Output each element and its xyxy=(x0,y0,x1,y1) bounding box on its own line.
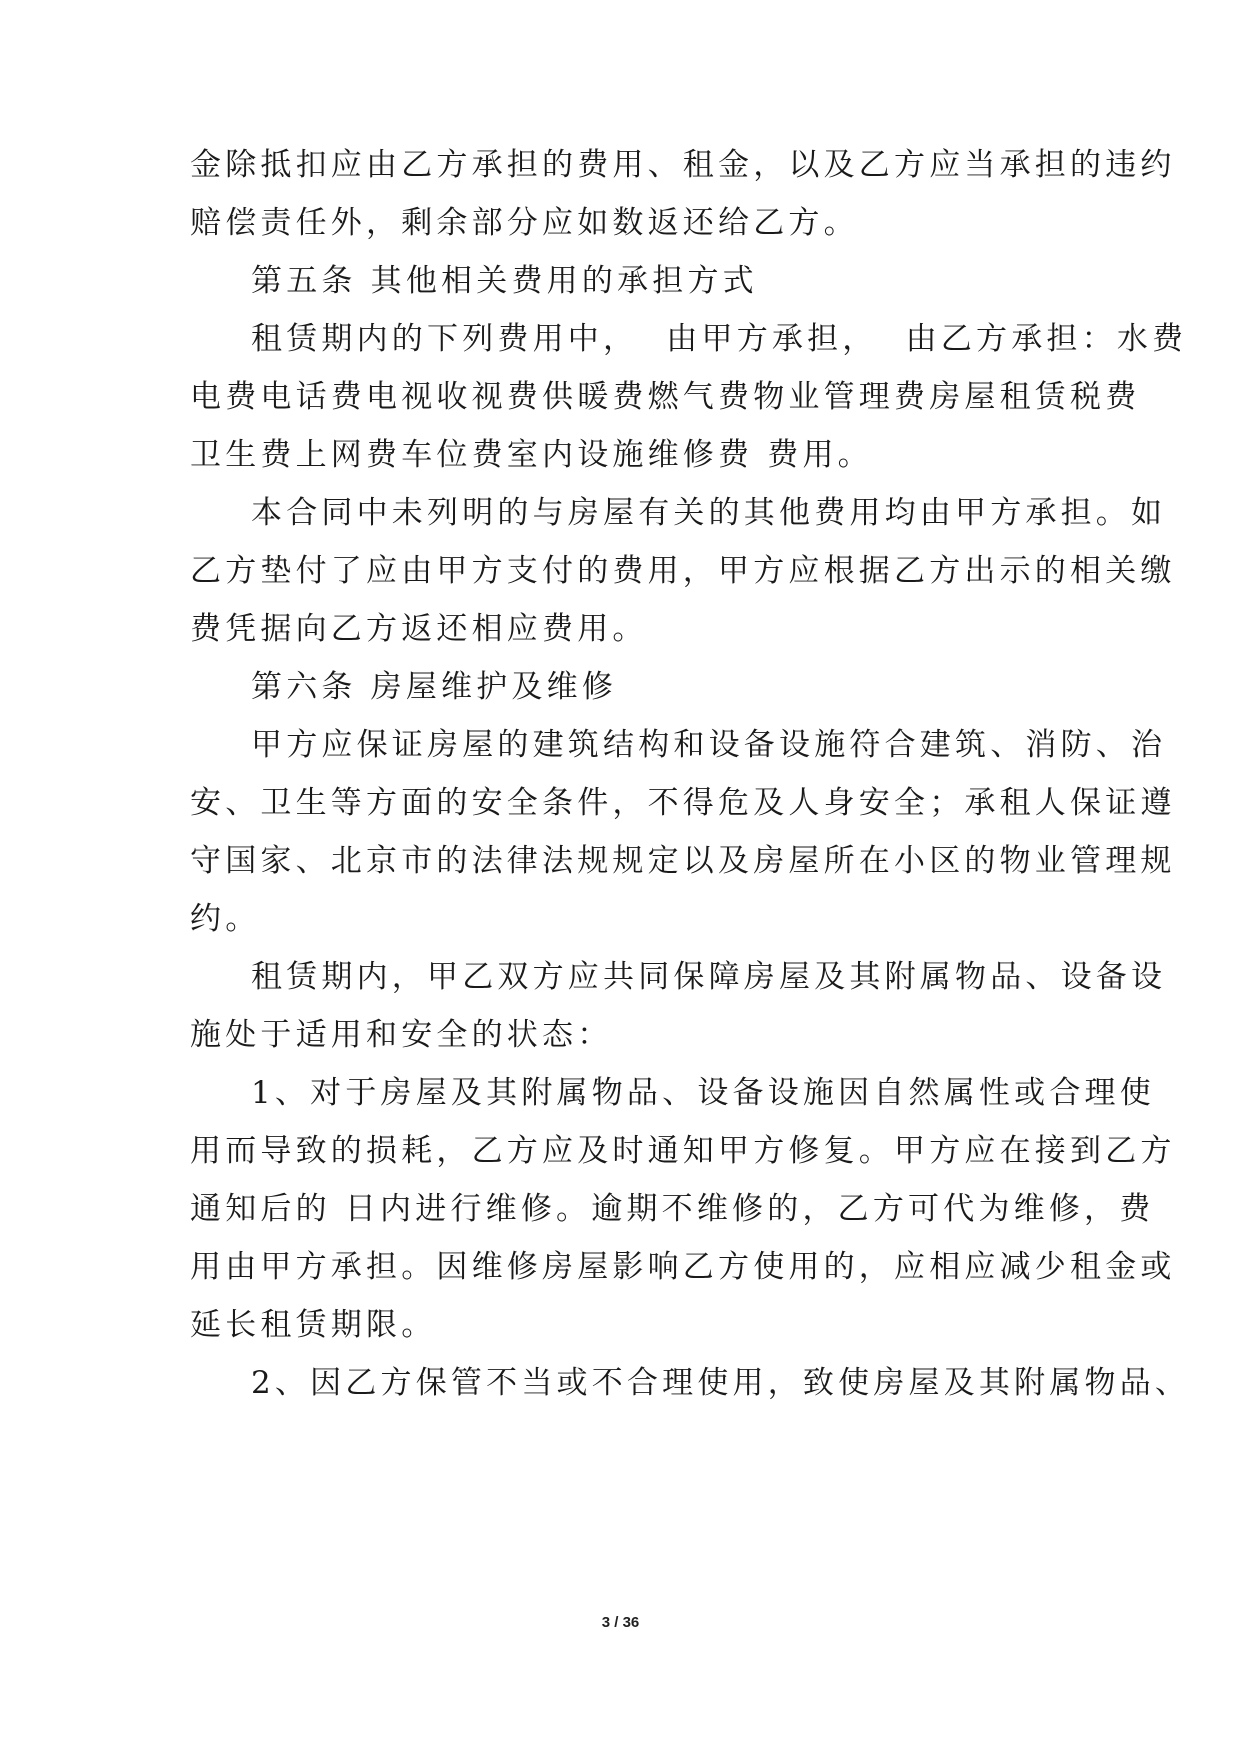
text-line: 用而导致的损耗，乙方应及时通知甲方修复。甲方应在接到乙方 xyxy=(190,1133,1176,1169)
text-line: 金除抵扣应由乙方承担的费用、租金，以及乙方应当承担的违约 xyxy=(190,147,1176,183)
text-line: 施处于适用和安全的状态： xyxy=(190,1017,613,1053)
section-heading: 第六条 房屋维护及维修 xyxy=(251,669,618,705)
text-line: 通知后的 日内进行维修。逾期不维修的，乙方可代为维修，费 xyxy=(190,1191,1155,1227)
text-line: 安、卫生等方面的安全条件，不得危及人身安全；承租人保证遵 xyxy=(190,785,1176,821)
page-number: 3 / 36 xyxy=(601,1614,640,1631)
text-line: 卫生费上网费车位费室内设施维修费 费用。 xyxy=(190,437,873,473)
text-line: 租赁期内的下列费用中， 由甲方承担， 由乙方承担：水费 xyxy=(251,321,1188,357)
text-line: 2、因乙方保管不当或不合理使用，致使房屋及其附属物品、 xyxy=(251,1365,1191,1401)
text-line: 用由甲方承担。因维修房屋影响乙方使用的，应相应减少租金或 xyxy=(190,1249,1176,1285)
text-line: 本合同中未列明的与房屋有关的其他费用均由甲方承担。如 xyxy=(251,495,1167,531)
text-line: 1、对于房屋及其附属物品、设备设施因自然属性或合理使 xyxy=(251,1075,1155,1111)
section-heading: 第五条 其他相关费用的承担方式 xyxy=(251,263,758,299)
text-line: 延长租赁期限。 xyxy=(190,1307,437,1343)
text-line: 甲方应保证房屋的建筑结构和设备设施符合建筑、消防、治 xyxy=(251,727,1167,763)
text-line: 乙方垫付了应由甲方支付的费用，甲方应根据乙方出示的相关缴 xyxy=(190,553,1176,589)
text-line: 约。 xyxy=(190,901,261,937)
text-line: 赔偿责任外，剩余部分应如数返还给乙方。 xyxy=(190,205,859,241)
text-line: 电费电话费电视收视费供暖费燃气费物业管理费房屋租赁税费 xyxy=(190,379,1141,415)
text-line: 守国家、北京市的法律法规规定以及房屋所在小区的物业管理规 xyxy=(190,843,1176,879)
text-line: 费凭据向乙方返还相应费用。 xyxy=(190,611,648,647)
text-line: 租赁期内，甲乙双方应共同保障房屋及其附属物品、设备设 xyxy=(251,959,1167,995)
